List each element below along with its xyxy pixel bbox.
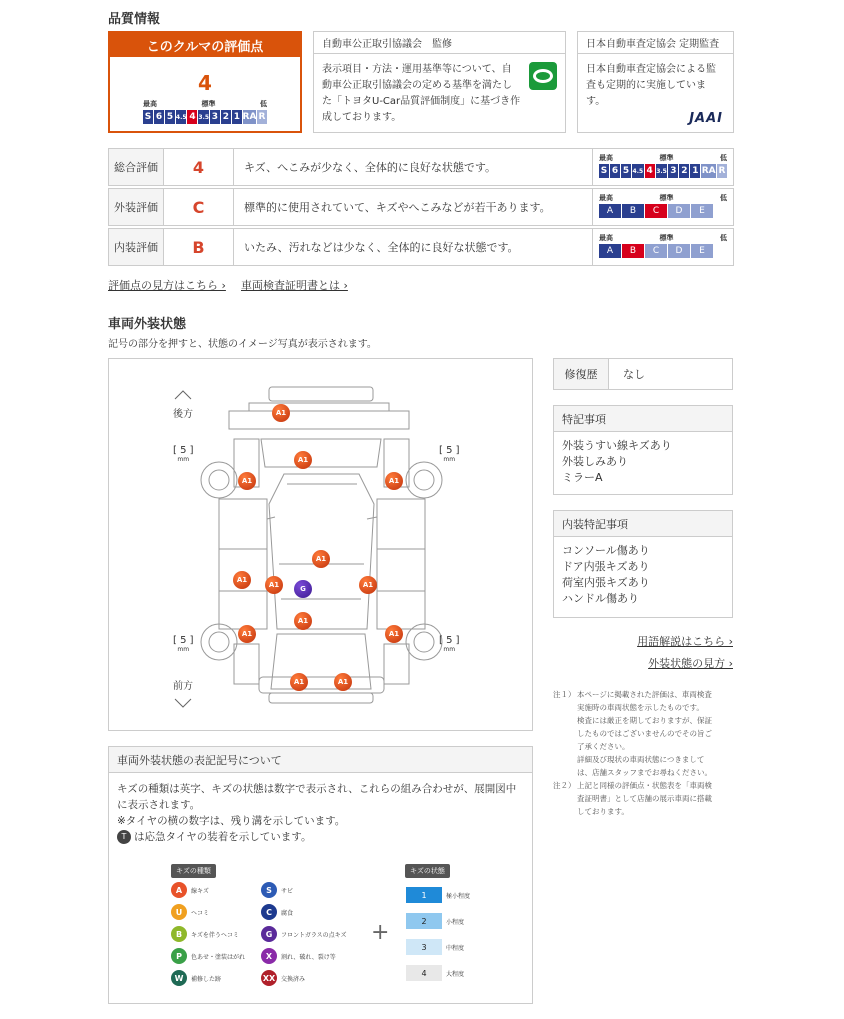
damage-type-icon: G — [261, 926, 277, 942]
repair-history-box — [553, 358, 733, 390]
footnote-line: 実施時の車両状態を示したものです。 — [577, 703, 704, 712]
damage-type-name: ヘコミ — [191, 909, 210, 917]
rating-row-overall — [108, 148, 734, 186]
rating-grade: 4 — [164, 149, 234, 185]
scale-step: 3 — [670, 166, 677, 176]
scale-step: 4 — [189, 112, 196, 122]
states-title: キズの状態 — [405, 864, 450, 878]
damage-marker[interactable]: A1 — [385, 625, 403, 643]
scale-step: 2 — [222, 112, 230, 122]
scale-step: R — [718, 166, 726, 176]
footnote-1-label: 注１） — [553, 690, 576, 699]
rating-label: 総合評価 — [109, 149, 164, 185]
damage-type-icon: B — [171, 926, 187, 942]
scale-step: 4 — [646, 166, 653, 176]
footnote-line: 査証明書」として店舗の展示車両に搭載 — [577, 794, 712, 803]
front-label: 前方 — [173, 681, 193, 692]
note-item: ミラーA — [562, 471, 603, 484]
scale-best-label: 最高 — [599, 154, 613, 162]
assoc1-box — [313, 31, 566, 133]
exterior-guide-link[interactable]: 外装状態の見方 › — [648, 657, 733, 670]
grade-step: D — [668, 244, 690, 258]
score-guide-link[interactable]: 評価点の見方はこちら › — [108, 279, 226, 292]
damage-type-item — [171, 948, 245, 964]
damage-type-item — [171, 970, 221, 986]
footnote-line: は、店舗スタッフまでお尋ねください。 — [577, 768, 712, 777]
interior-note-item: ドア内張キズあり — [562, 560, 650, 573]
scale-step: S — [144, 112, 152, 122]
damage-state-level: 1 — [406, 887, 442, 903]
scale-step: 1 — [692, 166, 699, 176]
grade-step: A — [599, 204, 621, 218]
damage-type-item — [261, 926, 347, 942]
exterior-subtitle: 記号の部分を押すと、状態のイメージ写真が表示されます。 — [108, 339, 377, 350]
rating-row-interior — [108, 228, 734, 266]
scale-low-label: 低 — [720, 234, 727, 242]
damage-type-item — [261, 948, 336, 964]
damage-marker[interactable]: A1 — [312, 550, 330, 568]
scale-std-label: 標準 — [659, 234, 674, 242]
damage-marker[interactable]: A1 — [359, 576, 377, 594]
damage-type-item — [171, 882, 209, 898]
damage-type-icon: C — [261, 904, 277, 920]
damage-marker[interactable]: A1 — [233, 571, 251, 589]
scale-step: 4.5 — [632, 164, 644, 178]
interior-note-item: ハンドル傷あり — [562, 592, 639, 605]
grade-step: B — [622, 204, 644, 218]
jaai-logo: JAAI — [689, 111, 723, 126]
grade-step: E — [691, 244, 713, 258]
scale-step: 6 — [611, 166, 619, 176]
damage-marker[interactable]: A1 — [334, 673, 352, 691]
damage-type-name: 腐食 — [281, 909, 294, 917]
damage-marker[interactable]: A1 — [294, 451, 312, 469]
damage-type-name: キズを伴うヘコミ — [191, 931, 239, 939]
damage-type-item — [261, 970, 305, 986]
grade-step: B — [622, 244, 644, 258]
damage-type-name: 色あせ・塗装はがれ — [191, 953, 246, 961]
legend-text: に表示されます。 — [117, 799, 201, 811]
notes-title: 特記事項 — [554, 406, 732, 432]
tire-depth-fr: [ 5 ] mm — [439, 635, 460, 653]
footnote-2-label: 注２） — [553, 781, 576, 790]
scale-step: RA — [242, 112, 257, 122]
note-item: 外装しみあり — [562, 455, 628, 468]
interior-notes-box — [553, 510, 733, 618]
legend-text: キズの種類は英字、キズの状態は数字で表示され、これらの組み合わせが、展開図中 — [117, 783, 517, 795]
score-scale-bar — [143, 110, 267, 124]
rating-label: 内装評価 — [109, 229, 164, 265]
terms-link[interactable]: 用語解説はこちら › — [637, 635, 733, 648]
damage-type-icon: W — [171, 970, 187, 986]
spare-tire-icon: T — [117, 830, 131, 844]
scale-best-label: 最高 — [143, 100, 157, 108]
scale-step: 3 — [211, 112, 219, 122]
scale-step: 6 — [155, 112, 163, 122]
rating-desc: いたみ、汚れなどは少なく、全体的に良好な状態です。 — [244, 241, 519, 254]
scale-std-label: 標準 — [659, 154, 674, 162]
damage-type-icon: P — [171, 948, 187, 964]
damage-marker[interactable]: A1 — [238, 472, 256, 490]
footnote-line: 了承ください。 — [577, 742, 630, 751]
damage-type-name: 補修した跡 — [191, 975, 222, 983]
scale-step: 3.5 — [656, 164, 668, 178]
scale-low-label: 低 — [720, 154, 727, 162]
footnote-line: しております。 — [577, 807, 629, 816]
scale-step: 2 — [681, 166, 688, 176]
notes-box — [553, 405, 733, 495]
legend-text: ※タイヤの横の数字は、残り溝を示しています。 — [117, 815, 346, 827]
scale-low-label: 低 — [260, 100, 267, 108]
legend-box — [108, 746, 533, 1004]
footnote-line: 本ページに掲載された評価は、車両検査 — [577, 690, 712, 699]
scale-step: S — [600, 166, 608, 176]
glass-chip-marker[interactable]: G — [294, 580, 312, 598]
damage-type-item — [171, 904, 209, 920]
grade-step: E — [691, 204, 713, 218]
interior-notes-title: 内装特記事項 — [554, 511, 732, 537]
damage-marker[interactable]: A1 — [294, 612, 312, 630]
assoc1-text: 表示項目・方法・運用基準等について、自動車公正取引協議会の定める基準を満たした「トヨタU-Car品質評価制度」に基づき作成しております。 — [322, 64, 521, 123]
damage-type-name: フロントガラスの点キズ — [281, 931, 347, 939]
exterior-title: 車両外装状態 — [108, 317, 187, 332]
assoc2-title: 日本自動車査定協会 定期監査 — [578, 32, 733, 54]
damage-type-name: サビ — [281, 887, 294, 895]
damage-state-name: 極小程度 — [446, 893, 471, 900]
scale-best-label: 最高 — [599, 194, 613, 202]
damage-type-name: 交換済み — [281, 975, 306, 983]
damage-marker[interactable]: A1 — [290, 673, 308, 691]
note-item: 外装うすい線キズあり — [562, 439, 672, 452]
footnote-line: 上記と同様の評価点・状態表を「車両検 — [577, 781, 712, 790]
scale-step: 3.5 — [198, 110, 208, 124]
assoc1-title: 自動車公正取引協議会 監修 — [314, 32, 565, 54]
footnotes — [553, 688, 738, 818]
damage-type-name: 線キズ — [191, 887, 209, 895]
rating-grade: B — [164, 229, 234, 265]
damage-marker[interactable]: A1 — [385, 472, 403, 490]
grade-step: D — [668, 204, 690, 218]
rating-grade: C — [164, 189, 234, 225]
rating-desc: キズ、へこみが少なく、全体的に良好な状態です。 — [244, 161, 497, 174]
interior-scale-bar — [599, 244, 727, 258]
fair-trade-logo-icon — [529, 62, 557, 90]
exterior-scale-bar — [599, 204, 727, 218]
repair-label: 修復歴 — [554, 359, 609, 389]
rating-desc: 標準的に使用されていて、キズやへこみなどが若干あります。 — [244, 201, 551, 214]
damage-type-item — [261, 882, 293, 898]
scale-step: RA — [701, 166, 716, 176]
footnote-line: したものではございませんのでその旨ご — [577, 729, 712, 738]
damage-marker[interactable]: A1 — [265, 576, 283, 594]
plus-sign: + — [371, 920, 390, 945]
cert-guide-link[interactable]: 車両検査証明書とは › — [241, 279, 348, 292]
damage-type-icon: S — [261, 882, 277, 898]
damage-type-item — [171, 926, 239, 942]
damage-type-name: 割れ、破れ、裂け等 — [281, 953, 336, 961]
score-card-title: このクルマの評価点 — [110, 33, 300, 57]
scale-low-label: 低 — [720, 194, 727, 202]
scale-best-label: 最高 — [599, 234, 613, 242]
legend-text: は応急タイヤの装着を示しています。 — [134, 831, 312, 843]
scale-std-label: 標準 — [659, 194, 674, 202]
rating-row-exterior — [108, 188, 734, 226]
types-title: キズの種類 — [171, 864, 216, 878]
scale-step: R — [258, 112, 266, 122]
rear-label: 後方 — [173, 409, 193, 420]
score-scale-bar — [599, 164, 727, 178]
legend-title: 車両外装状態の表記記号について — [109, 747, 532, 773]
quality-title: 品質情報 — [108, 12, 161, 27]
score-value: 4 — [198, 71, 212, 95]
grade-step: A — [599, 244, 621, 258]
damage-type-icon: A — [171, 882, 187, 898]
repair-value: なし — [623, 368, 645, 381]
grade-step: C — [645, 204, 667, 218]
footnote-line: 詳細及び現状の車両状態につきまして — [577, 755, 705, 764]
damage-marker[interactable]: A1 — [272, 404, 290, 422]
scale-step: 5 — [622, 166, 630, 176]
damage-type-item — [261, 904, 293, 920]
assoc2-box — [577, 31, 734, 133]
scale-std-label: 標準 — [201, 100, 216, 108]
damage-state-level: 4 — [406, 965, 442, 981]
assoc2-text: 日本自動車査定協会による監査も定期的に実施しています。 — [586, 64, 716, 107]
footnote-line: 検査には厳正を期しておりますが、保証 — [577, 716, 712, 725]
score-card — [108, 31, 302, 133]
grade-step: C — [645, 244, 667, 258]
car-diagram — [108, 358, 533, 731]
damage-type-icon: X — [261, 948, 277, 964]
tire-depth-rr: [ 5 ] mm — [439, 445, 460, 463]
damage-state-level: 3 — [406, 939, 442, 955]
tire-depth-fl: [ 5 ] mm — [173, 635, 194, 653]
damage-state-name: 小程度 — [446, 919, 465, 926]
tire-depth-rl: [ 5 ] mm — [173, 445, 194, 463]
damage-type-icon: U — [171, 904, 187, 920]
scale-step: 1 — [233, 112, 241, 122]
damage-marker[interactable]: A1 — [238, 625, 256, 643]
damage-state-name: 中程度 — [446, 945, 465, 952]
rating-label: 外装評価 — [109, 189, 164, 225]
scale-step: 5 — [166, 112, 174, 122]
damage-state-level: 2 — [406, 913, 442, 929]
damage-type-icon: XX — [261, 970, 277, 986]
scale-step: 4.5 — [176, 110, 186, 124]
interior-note-item: 荷室内張キズあり — [562, 576, 650, 589]
damage-state-name: 大程度 — [446, 971, 465, 978]
interior-note-item: コンソール傷あり — [562, 544, 650, 557]
